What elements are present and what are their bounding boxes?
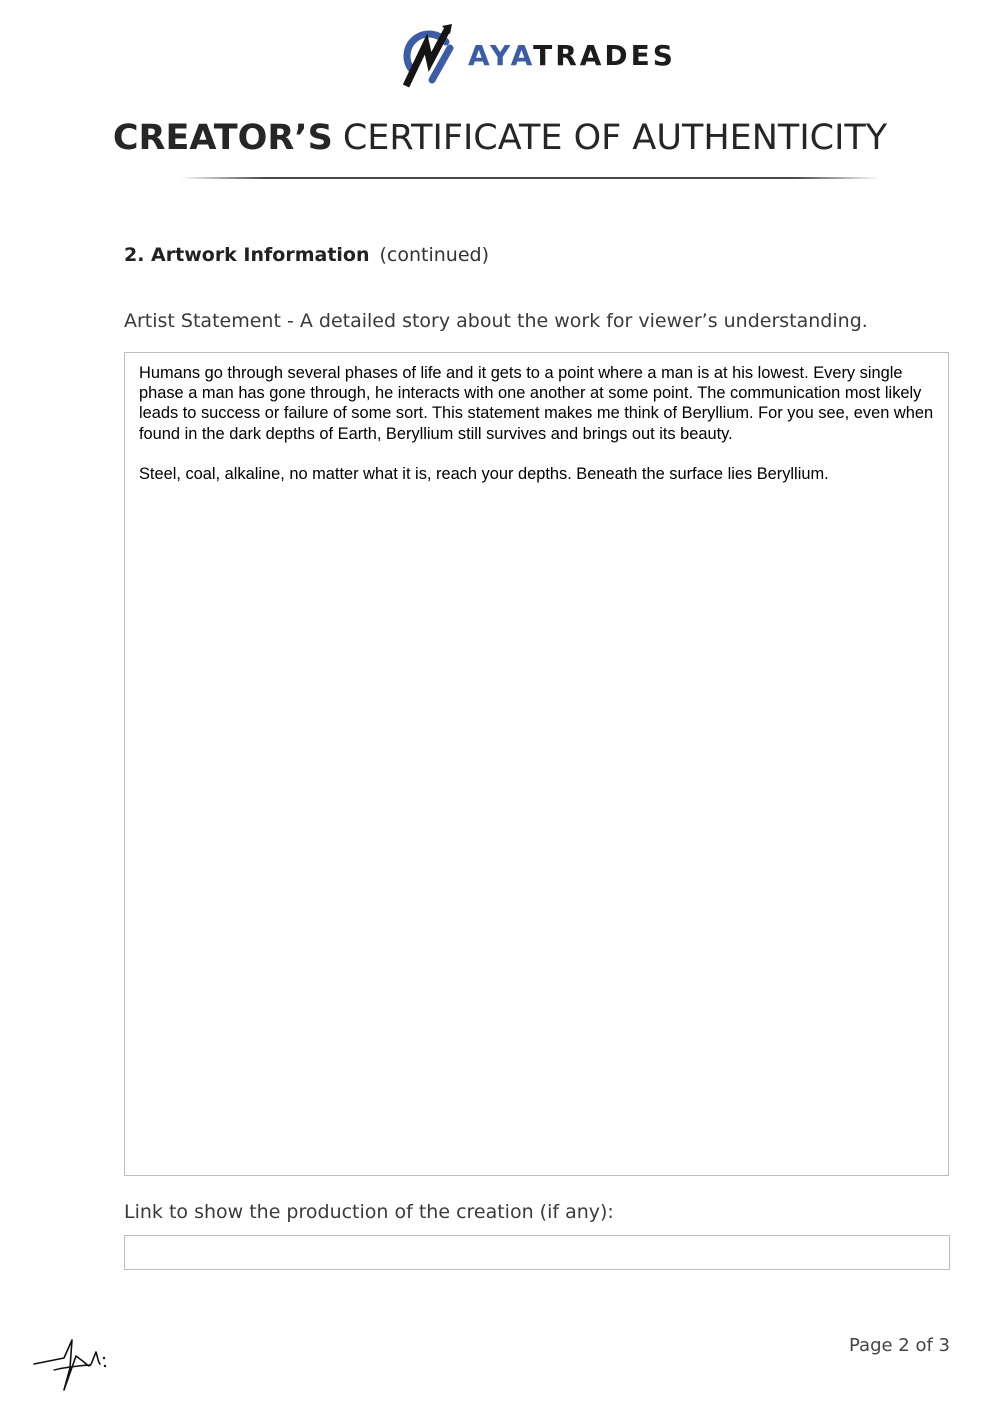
brand-wordmark-trades: TRADES [533,39,676,72]
section-heading-note: (continued) [379,244,490,266]
section-heading-title: 2. Artwork Information [124,244,370,266]
title-divider [180,177,880,179]
production-link-label: Link to show the production of the creation (if any): [124,1201,614,1223]
artist-statement-paragraph-2: Steel, coal, alkaline, no matter what it is, reach your depths. Beneath the surface lies Beryllium. [139,465,829,483]
brand-logo [402,22,676,90]
handwritten-signature [30,1334,114,1394]
certificate-title-bold: CREATOR’S [112,118,333,158]
artist-statement-field[interactable] [124,352,949,1176]
artist-statement-paragraph-1: Humans go through several phases of life and it gets to a point where a man is at his lowest. Every single phase a man has gone through, he interacts with one another at some point. The communication most likely leads to success or failure of some sort. This statement makes me think of Beryllium. For you see, even when found in the dark depths of Earth, Beryllium still survives and brings out its beauty. [139,364,934,443]
certificate-title [0,116,1000,160]
ayatrades-logo-icon [402,22,456,90]
brand-wordmark [468,39,676,72]
artist-statement-label: Artist Statement - A detailed story about the work for viewer’s understanding. [124,310,868,332]
brand-wordmark-aya: AYA [468,39,534,72]
section-heading [124,244,489,266]
page-number: Page 2 of 3 [849,1335,950,1356]
certificate-title-light: CERTIFICATE OF AUTHENTICITY [342,118,888,158]
production-link-field[interactable] [124,1235,950,1270]
